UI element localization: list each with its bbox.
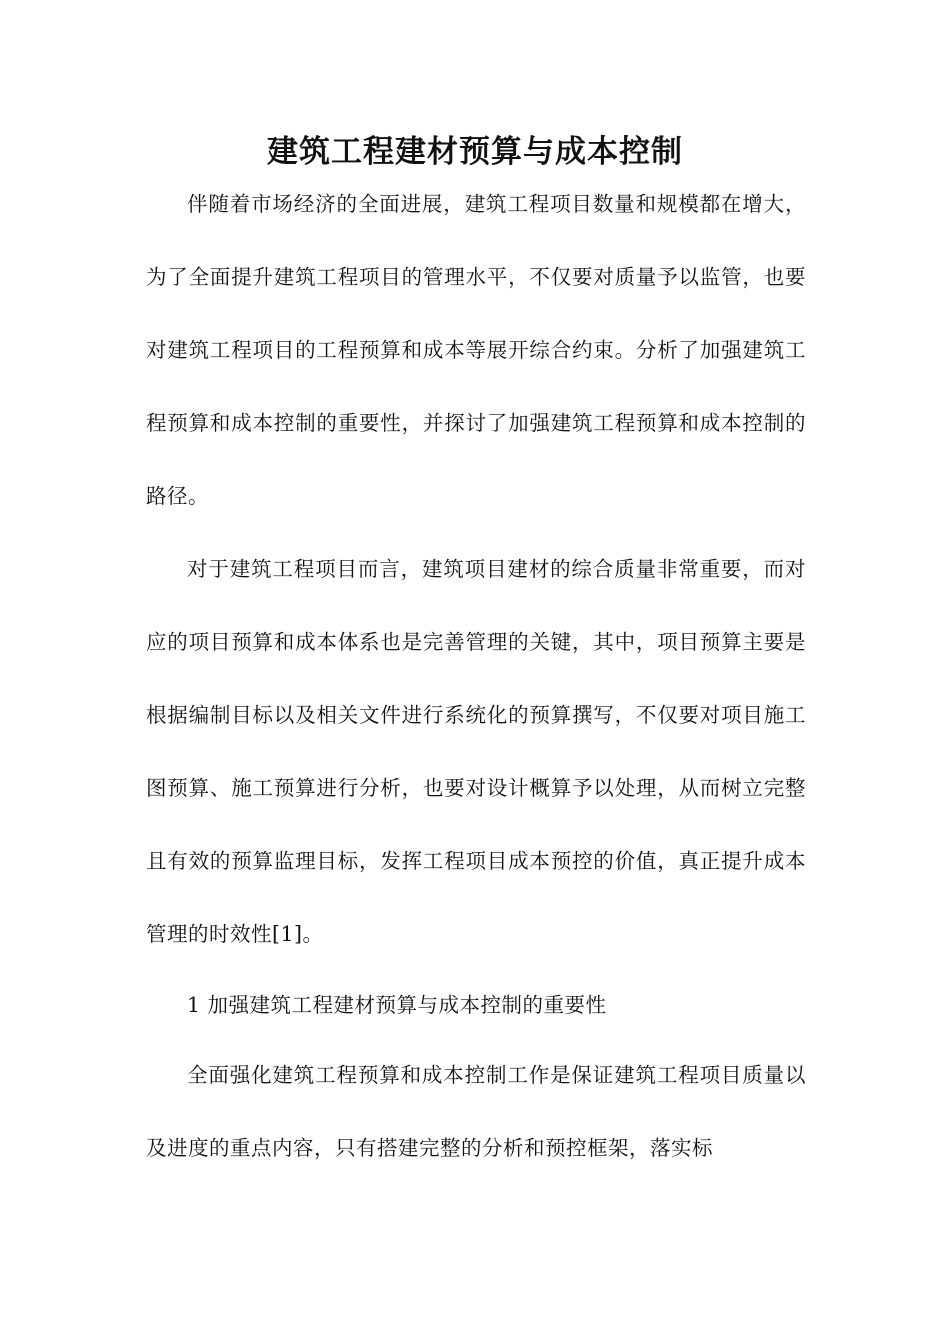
body-paragraph: 对于建筑工程项目而言，建筑项目建材的综合质量非常重要，而对应的项目预算和成本体系也是完善管理的关键，其中，项目预算主要是根据编制目标以及相关文件进行系统化的预算撰写，不仅要对项目施工图预算、施工预算进行分析，也要对设计概算予以处理，从而树立完整且有效的预算监理目标，发挥工程项目成本预控的价值，真正提升成本管理的时效性[1]。	[146, 557, 806, 946]
document-body	[146, 168, 806, 1185]
section-paragraph: 全面强化建筑工程预算和成本控制工作是保证建筑工程项目质量以及进度的重点内容，只有搭建完整的分析和预控框架，落实标	[146, 1063, 806, 1160]
intro-paragraph: 伴随着市场经济的全面进展，建筑工程项目数量和规模都在增大，为了全面提升建筑工程项目的管理水平，不仅要对质量予以监管，也要对建筑工程项目的工程预算和成本等展开综合约束。分析了加强建筑工程预算和成本控制的重要性，并探讨了加强建筑工程预算和成本控制的路径。	[146, 192, 806, 508]
document-title: 建筑工程建材预算与成本控制	[267, 134, 683, 170]
section-heading: 1 加强建筑工程建材预算与成本控制的重要性	[187, 993, 607, 1017]
